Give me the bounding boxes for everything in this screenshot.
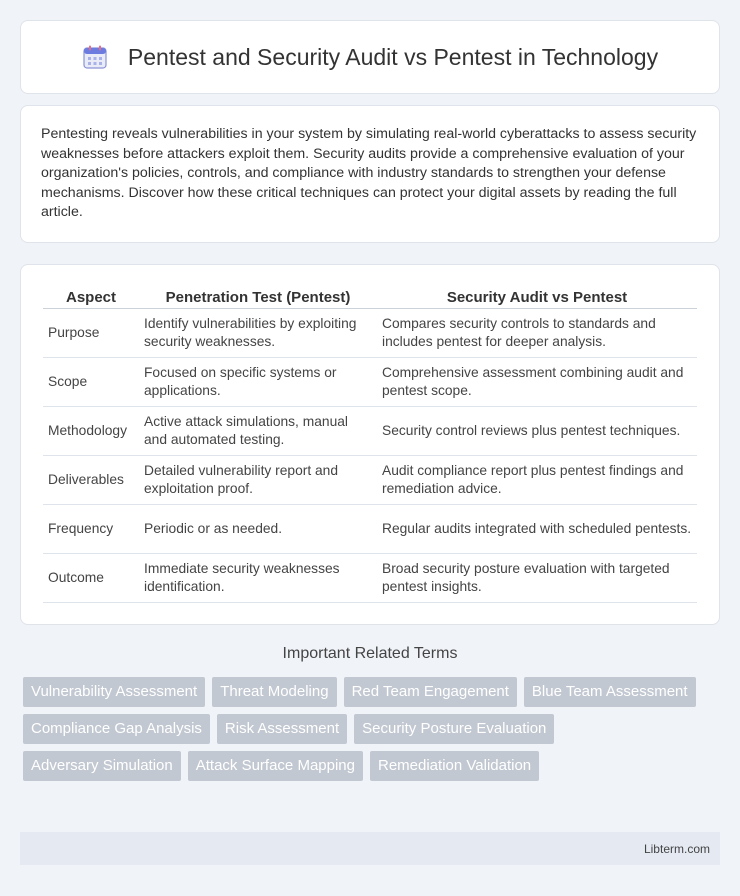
footer — [20, 832, 720, 865]
header-card — [20, 20, 720, 94]
table-cell: Regular audits integrated with scheduled pentests. — [377, 505, 697, 554]
table-cell: Methodology — [43, 407, 139, 456]
footer-site-link[interactable]: Libterm.com — [643, 841, 710, 856]
related-term-tag[interactable]: Red Team Engagement — [344, 677, 517, 707]
related-terms-list — [23, 677, 723, 788]
table-cell: Purpose — [43, 309, 139, 358]
column-header: Aspect — [43, 285, 139, 309]
related-term-tag[interactable]: Threat Modeling — [212, 677, 336, 707]
table-cell: Focused on specific systems or applications. — [139, 358, 377, 407]
table-cell: Broad security posture evaluation with targeted pentest insights. — [377, 554, 697, 603]
table-cell: Compares security controls to standards and includes pentest for deeper analysis. — [377, 309, 697, 358]
page-title: Pentest and Security Audit vs Pentest in Technology — [127, 43, 659, 70]
related-term-tag[interactable]: Attack Surface Mapping — [188, 751, 363, 781]
table-cell: Identify vulnerabilities by exploiting security weaknesses. — [139, 309, 377, 358]
table-cell: Active attack simulations, manual and automated testing. — [139, 407, 377, 456]
comparison-table — [43, 285, 697, 603]
table-cell: Audit compliance report plus pentest findings and remediation advice. — [377, 456, 697, 505]
table-cell: Periodic or as needed. — [139, 505, 377, 554]
table-cell: Immediate security weaknesses identification. — [139, 554, 377, 603]
table-cell: Scope — [43, 358, 139, 407]
comparison-card — [20, 264, 720, 625]
table-row — [43, 309, 697, 358]
calendar-icon — [82, 44, 108, 70]
related-term-tag[interactable]: Compliance Gap Analysis — [23, 714, 210, 744]
table-row — [43, 505, 697, 554]
intro-text: Pentesting reveals vulnerabilities in your system by simulating real-world cyberattacks to assess security weaknesses before attackers exploit them. Security audits provide a comprehensive evaluation of your organization's policies, controls, and compliance with industry standards to strengthen your defense mechanisms. Discover how these critical techniques can protect your digital assets by reading the full article. — [41, 126, 697, 220]
intro-card — [20, 105, 720, 243]
related-terms-title: Important Related Terms — [282, 645, 458, 662]
table-cell: Detailed vulnerability report and exploitation proof. — [139, 456, 377, 505]
column-header: Penetration Test (Pentest) — [139, 285, 377, 309]
related-term-tag[interactable]: Remediation Validation — [370, 751, 539, 781]
column-header: Security Audit vs Pentest — [377, 285, 697, 309]
table-cell: Deliverables — [43, 456, 139, 505]
related-term-tag[interactable]: Risk Assessment — [217, 714, 347, 744]
table-header-row — [43, 285, 697, 309]
related-term-tag[interactable]: Security Posture Evaluation — [354, 714, 554, 744]
table-row — [43, 456, 697, 505]
table-row — [43, 358, 697, 407]
table-row — [43, 407, 697, 456]
table-cell: Outcome — [43, 554, 139, 603]
table-cell: Comprehensive assessment combining audit and pentest scope. — [377, 358, 697, 407]
table-cell: Security control reviews plus pentest techniques. — [377, 407, 697, 456]
related-term-tag[interactable]: Blue Team Assessment — [524, 677, 696, 707]
related-term-tag[interactable]: Vulnerability Assessment — [23, 677, 205, 707]
table-row — [43, 554, 697, 603]
table-cell: Frequency — [43, 505, 139, 554]
related-term-tag[interactable]: Adversary Simulation — [23, 751, 181, 781]
